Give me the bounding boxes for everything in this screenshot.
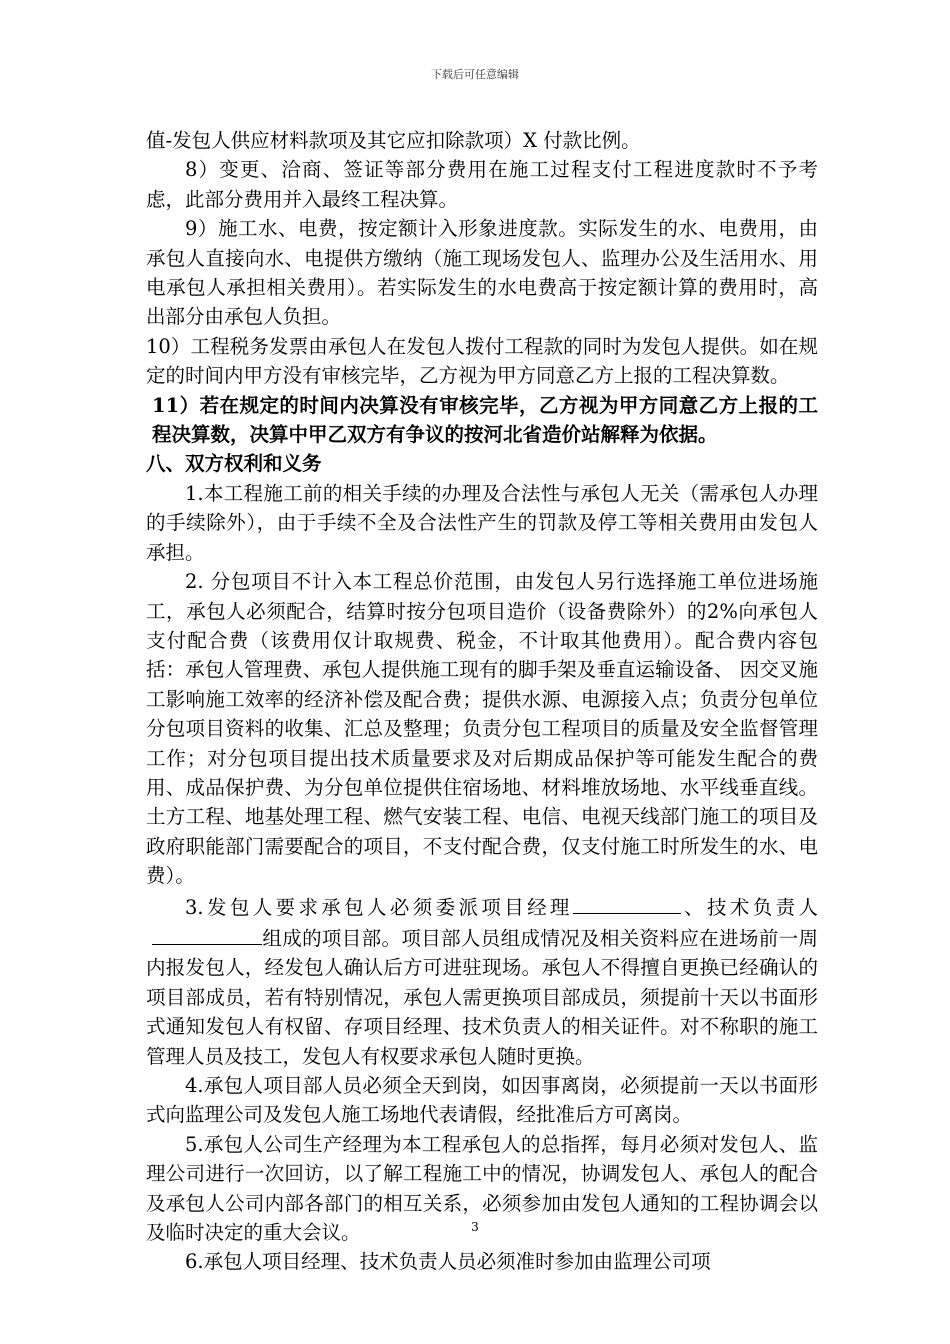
section-heading-rights: 八、双方权利和义务 (146, 452, 322, 476)
paragraph-item-10: 10）工程税务发票由承包人在发包人拨付工程款的同时为发包人提供。如在规定的时间内甲方没有审核完毕，乙方视为甲方同意乙方上报的工程决算数。 (146, 334, 818, 388)
paragraph-clause-4: 4.承包人项目部人员必须全天到岗，如因事离岗，必须提前一天以书面形式向监理公司及发包人施工场地代表请假，经批准后方可离岗。 (146, 1074, 818, 1127)
clause-3-part2: 、技术负责人 (680, 895, 818, 919)
clause-3-part3: 组成的项目部。项目部人员组成情况及相关资料应在进场前一周内报发包人，经发包人确认后方可进驻现场。承包人不得擅自更换已经确认的项目部成员，若有特别情况，承包人需更换项目部成员，须提前十天以书面形式通知发包人有权留、存项目经理、技术负责人的相关证件。对不称职的施工管理人员及技工，发包人有权要求承包人随时更换。 (146, 926, 818, 1068)
project-manager-blank[interactable] (573, 891, 681, 914)
technical-lead-blank[interactable] (152, 922, 262, 945)
paragraph-clause-5: 5.承包人公司生产经理为本工程承包人的总指挥，每月必须对发包人、监理公司进行一次回访，以了解工程施工中的情况，协调发包人、承包人的配合及承包人公司内部各部门的相互关系，必须参加由发包人通知的工程协调会以及临时决定的重大会议。 (146, 1132, 818, 1245)
paragraph-item-9: 9）施工水、电费，按定额计入形象进度款。实际发生的水、电费用，由承包人直接向水、电提供方缴纳（施工现场发包人、监理办公及生活用水、用电承包人承担相关费用）。若实际发生的水电费高于按定额计算的费用时，高出部分由承包人负担。 (146, 217, 818, 329)
paragraph-continuation: 值-发包人供应材料款项及其它应扣除款项）X 付款比例。 (146, 129, 641, 152)
header-note: 下载后可任意编辑 (431, 68, 519, 81)
paragraph-clause-3 (146, 891, 818, 1071)
paragraph-item-8: 8）变更、洽商、签证等部分费用在施工过程支付工程进度款时不予考虑，此部分费用并入最终工程决算。 (146, 158, 818, 211)
document-body (146, 126, 818, 1277)
clause-3-part1: 3.发包人要求承包人必须委派项目经理 (185, 895, 573, 919)
paragraph-item-11-bold: 11）若在规定的时间内决算没有审核完毕，乙方视为甲方同意乙方上报的工程决算数，决算中甲乙双方有争议的按河北省造价站解释为依据。 (152, 393, 818, 447)
paragraph-clause-1: 1.本工程施工前的相关手续的办理及合法性与承包人无关（需承包人办理的手续除外），由于手续不全及合法性产生的罚款及停工等相关费用由发包人承担。 (146, 481, 818, 564)
page-number: 3 (471, 1220, 479, 1234)
paragraph-clause-6: 6.承包人项目经理、技术负责人员必须准时参加由监理公司项 (185, 1250, 711, 1274)
paragraph-clause-2: 2. 分包项目不计入本工程总价范围，由发包人另行选择施工单位进场施工，承包人必须配合，结算时按分包项目造价（设备费除外）的2%向承包人支付配合费（该费用仅计取规费、税金，不计取其他费用）。配合费内容包括：承包人管理费、承包人提供施工现有的脚手架及垂直运输设备、 因交叉施工影响施工效率的经济补偿及配合费；提供水源、电源接入点；负责分包单位分包项目资料的收集、汇总及整理；负责分包工程项目的质量及安全监督管理工作；对分包项目提出技术质量要求及对后期成品保护等可能发生配合的费用、成品保护费、为分包单位提供住宿场地、材料堆放场地、水平线垂直线。土方工程、地基处理工程、燃气安装工程、电信、电视天线部门施工的项目及政府职能部门需要配合的项目，不支付配合费，仅支付施工时所发生的水、电费）。 (146, 570, 818, 888)
